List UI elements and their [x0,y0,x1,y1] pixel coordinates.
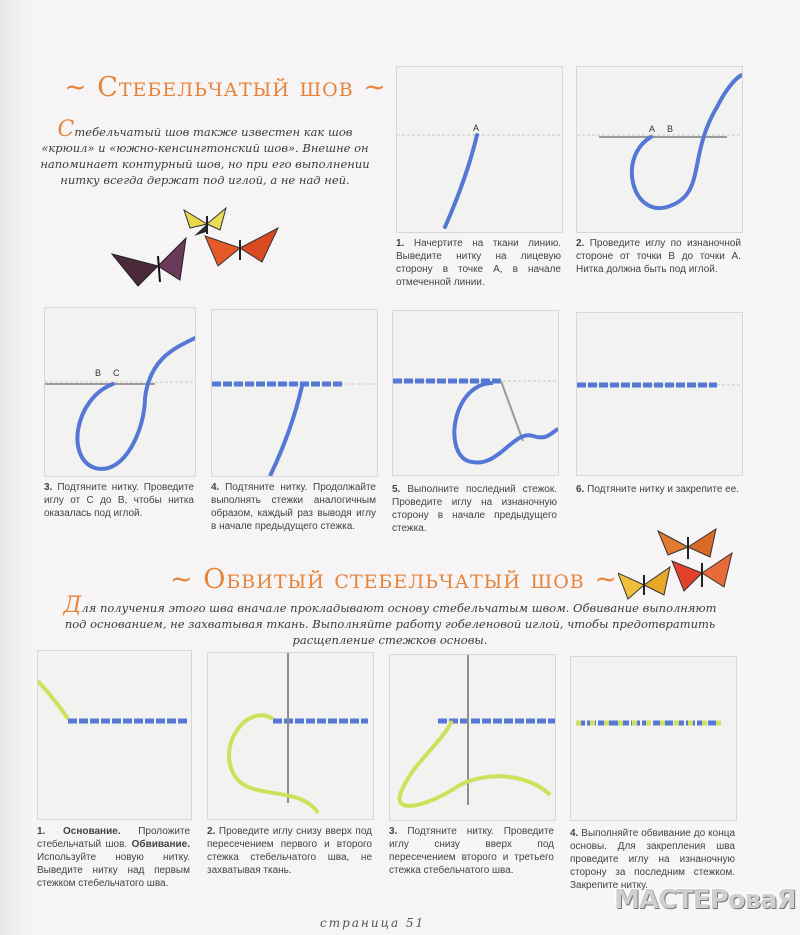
step1-photo [396,66,563,233]
step5-caption: 5. Выполните последний стежок. Проведите иглу на изнаночную сторону в начале предыдущего стежка. [392,484,558,534]
step5-photo [392,310,559,476]
butterflies-illustration [110,198,290,293]
step2-label-a: A [649,124,656,134]
step3-label-b: B [95,368,102,378]
section1-intro [40,117,370,188]
page-number: страница 51 [320,916,426,930]
section2-dropcap: Д [63,593,82,618]
section1-intro-text: тебельчатый шов также известен как шов «крюил» и «южно-кенсингтонский шов». Внешне он напоминает контурный шов, но при его выполнении нитку всегда держат под иглой, а не над ней. [40,125,370,187]
step2-label-b: B [667,124,674,134]
step3-caption: 3. Подтяните нитку. Проведите иглу от С до В, чтобы нитка оказалась под иглой. [44,482,194,519]
whip-step1-caption: 1. Основание. Проложите стебельчатый шов. Обвивание. Используйте новую нитку. Выведите нитку над первым стежком стебельчатого шва. [37,826,191,889]
step2-caption: 2. Проведите иглу по изнаночной стороне от точки В до точки А. Нитка должна быть под иглой. [576,238,742,275]
step6-caption: 6. Подтяните нитку и закрепите ее. [576,484,740,495]
step1-label-a: A [473,123,480,133]
whip-step4-caption: 4. Выполняйте обвивание до конца основы. Для закрепления шва проведите иглу на изнаночную сторону за последним стежком. Закрепите нитку. [570,828,736,891]
step1-caption: 1. Начертите на ткани линию. Выведите нитку на лицевую сторону в точке А, в начале отмеченной линии. [396,238,561,288]
whip-step2-caption: 2. Проведите иглу снизу вверх под пересечением первого и второго стежка стебельчатого шва, не захватывая ткань. [207,826,372,876]
watermark: МАСТЕРоваЯ [614,885,796,915]
whip-step3-photo [389,654,556,821]
whip-step3-caption: 3. Подтяните нитку. Проведите иглу снизу вверх под пересечением второго и третьего стежка стебельчатого шва. [389,826,554,876]
step3-label-c: C [113,368,120,378]
step4-caption: 4. Подтяните нитку. Продолжайте выполнять стежки аналогичным образом, каждый раз выводя иглу в начале предыдущего стежка. [211,482,376,532]
section2-intro-text: ля получения этого шва вначале прокладывают основу стебельчатым швом. Обвивание выполняют под основанием, не захватывая ткань. Выполняйте работу гобеленовой иглой, чтобы предотвратить расщепление стежков основы. [64,601,717,647]
step6-photo [576,312,743,476]
section2-title: ~ Обвитый стебельчатый шов ~ [170,564,618,595]
section1-dropcap: С [57,117,75,142]
whip-step1-photo [37,650,192,820]
step2-photo [576,66,743,233]
section1-title: ~ Стебельчатый шов ~ [64,72,387,103]
step3-photo [44,307,196,477]
section2-intro [60,593,720,648]
whip-step2-photo [207,652,374,820]
step4-photo [211,309,378,477]
whip-step4-photo [570,656,737,821]
